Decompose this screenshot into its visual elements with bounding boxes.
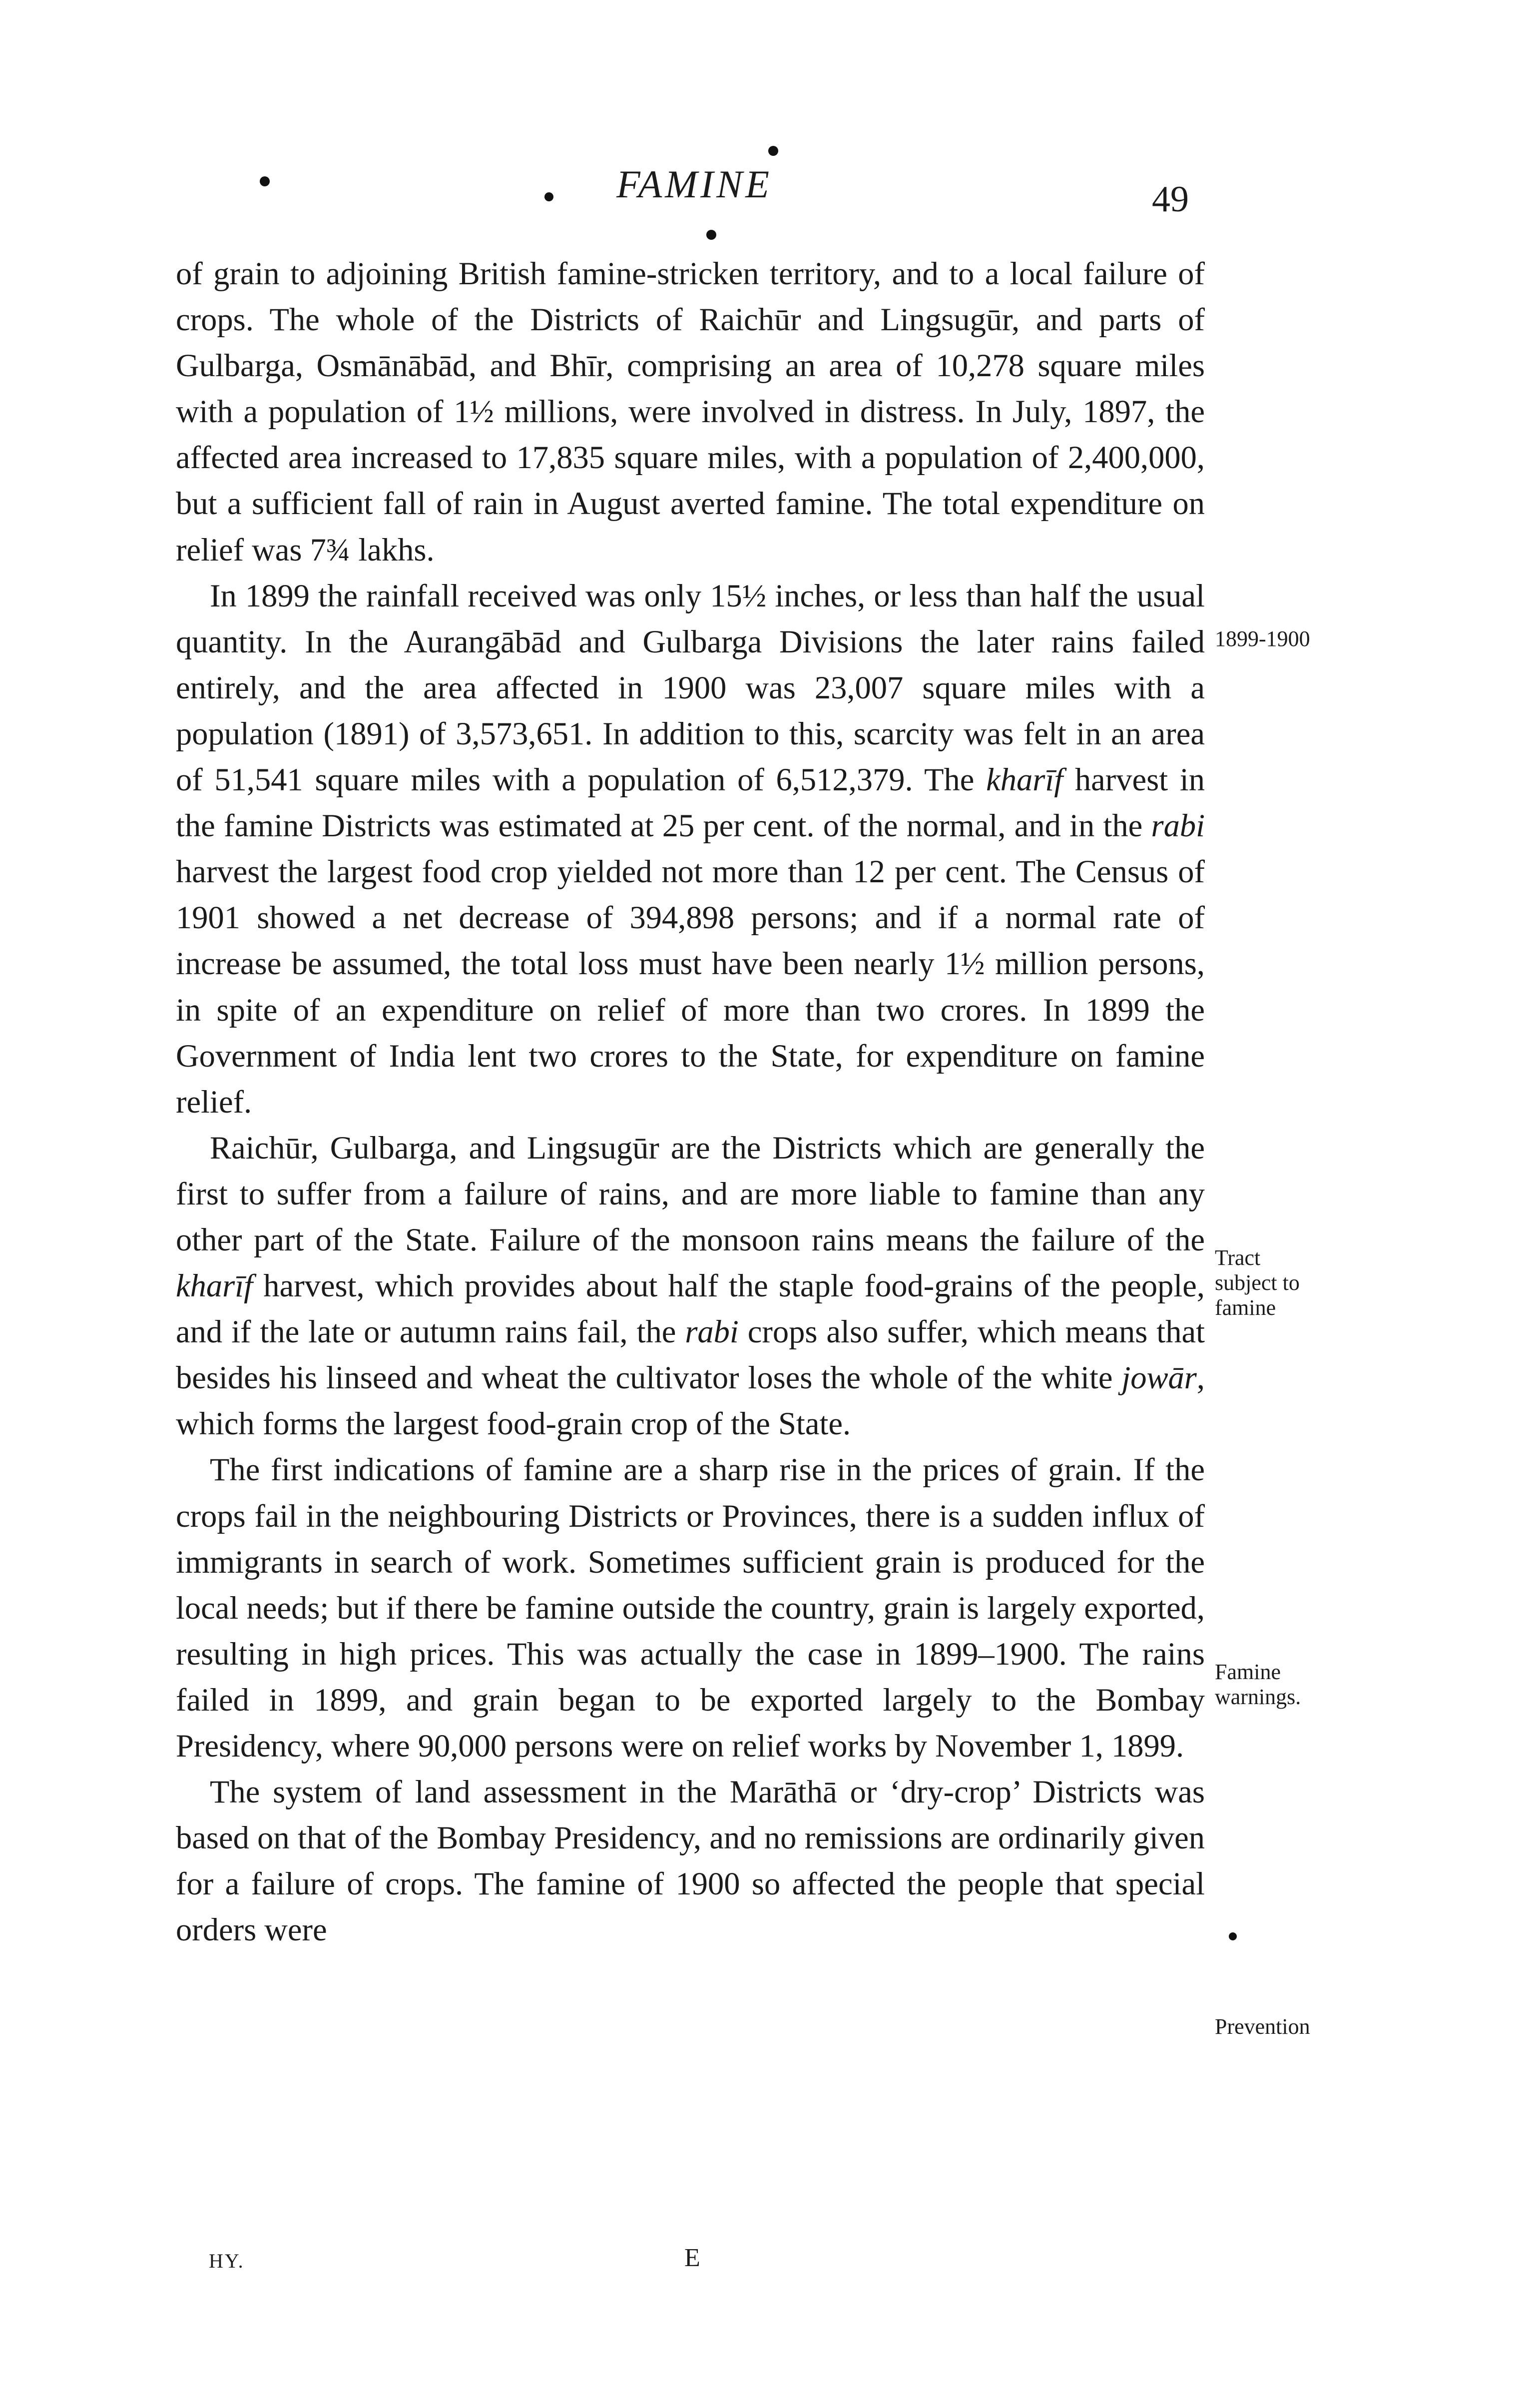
scan-speck: [1229, 1932, 1237, 1940]
paragraph: [176, 573, 1205, 1125]
margin-note-tract: [1215, 1245, 1335, 1320]
margin-note-prevention: [1215, 2014, 1335, 2039]
margin-note-line: famine: [1215, 1295, 1276, 1320]
paragraph: [176, 1769, 1205, 1953]
scan-speck: [544, 192, 553, 201]
text-run: harvest, which provides about half the staple food-grains of the people, and if the late or autumn rains fail, the: [176, 1268, 1205, 1350]
text-run: harvest in the famine Districts was estimated at 25 per cent. of the normal, and in the: [176, 762, 1205, 844]
italic-term: jowār: [1121, 1360, 1197, 1396]
gathering-letter: E: [684, 2244, 700, 2272]
text-run: , which forms the largest food-grain crop of the State.: [176, 1360, 1205, 1442]
margin-note-line: subject to: [1215, 1270, 1300, 1295]
scan-speck: [260, 176, 270, 186]
margin-note-line: warnings.: [1215, 1685, 1301, 1709]
page-number: 49: [1152, 179, 1189, 220]
margin-note-line: Tract: [1215, 1245, 1261, 1270]
text-run: harvest the largest food crop yielded not more than 12 per cent. The Census of 1901 showed a net decrease of 394,898 persons; and if a normal rate of increase be assumed, the total loss must have been nearly 1½ million persons, in spite of an expenditure on relief of more than two crores. In 1899 the Government of India lent two crores to the State, for expenditure on famine relief.: [176, 854, 1205, 1120]
text-run: Raichūr, Gulbarga, and Lingsugūr are the Districts which are generally the first to suffer from a failure of rains, and are more liable to famine than any other part of the State. Failure of the monsoon rains means the failure of the: [176, 1130, 1205, 1257]
paragraph: [176, 1447, 1205, 1769]
italic-term: kharīf: [176, 1268, 253, 1304]
margin-note-line: Famine: [1215, 1660, 1281, 1684]
text-run: crops also suffer, which means that besides his linseed and wheat the cultivator loses the whole of the white: [176, 1314, 1205, 1396]
scan-speck: [706, 230, 716, 240]
text-run: The system of land assessment in the Marāthā or ‘dry-crop’ Districts was based on that of the Bombay Presidency, and no remissions are ordinarily given for a failure of crops. The famine of 1900 so affected the people that special orders were: [176, 1774, 1205, 1948]
margin-note-warnings: [1215, 1660, 1335, 1710]
margin-note-year: [1215, 626, 1335, 651]
body-text: [176, 251, 1205, 1953]
running-head-title: FAMINE: [616, 162, 772, 206]
text-run: In 1899 the rainfall received was only 15½ inches, or less than half the usual quantity. In the Aurangābād and Gulbarga Divisions the later rains failed entirely, and the area affected in 1900 was 23,007 square miles with a population (1891) of 3,573,651. In addition to this, scarcity was felt in an area of 51,541 square miles with a population of 6,512,379. The: [176, 578, 1205, 798]
paragraph: [176, 251, 1205, 573]
italic-term: kharīf: [986, 762, 1063, 798]
paragraph: [176, 1125, 1205, 1447]
margin-note-text: Prevention: [1215, 2014, 1310, 2039]
margin-note-text: 1899-1900: [1215, 626, 1310, 651]
italic-term: rabi: [1151, 808, 1205, 844]
text-run: The first indications of famine are a sharp rise in the prices of grain. If the crops fail in the neighbouring Districts or Provinces, there is a sudden influx of immigrants in search of work. Sometimes sufficient grain is produced for the local needs; but if there be famine outside the country, grain is largely exported, resulting in high prices. This was actually the case in 1899–1900. The rains failed in 1899, and grain began to be exported largely to the Bombay Presidency, where 90,000 persons were on relief works by November 1, 1899.: [176, 1452, 1205, 1764]
italic-term: rabi: [685, 1314, 739, 1350]
text-run: of grain to adjoining British famine-stricken territory, and to a local failure of crops. The whole of the Districts of Raichūr and Lingsugūr, and parts of Gulbarga, Osmānābād, and Bhīr, comprising an area of 10,278 square miles with a population of 1½ millions, were involved in distress. In July, 1897, the affected area increased to 17,835 square miles, with a population of 2,400,000, but a sufficient fall of rain in August averted famine. The total expenditure on relief was 7¾ lakhs.: [176, 256, 1205, 568]
scan-speck: [768, 146, 778, 156]
signature-mark: HY.: [209, 2250, 245, 2272]
